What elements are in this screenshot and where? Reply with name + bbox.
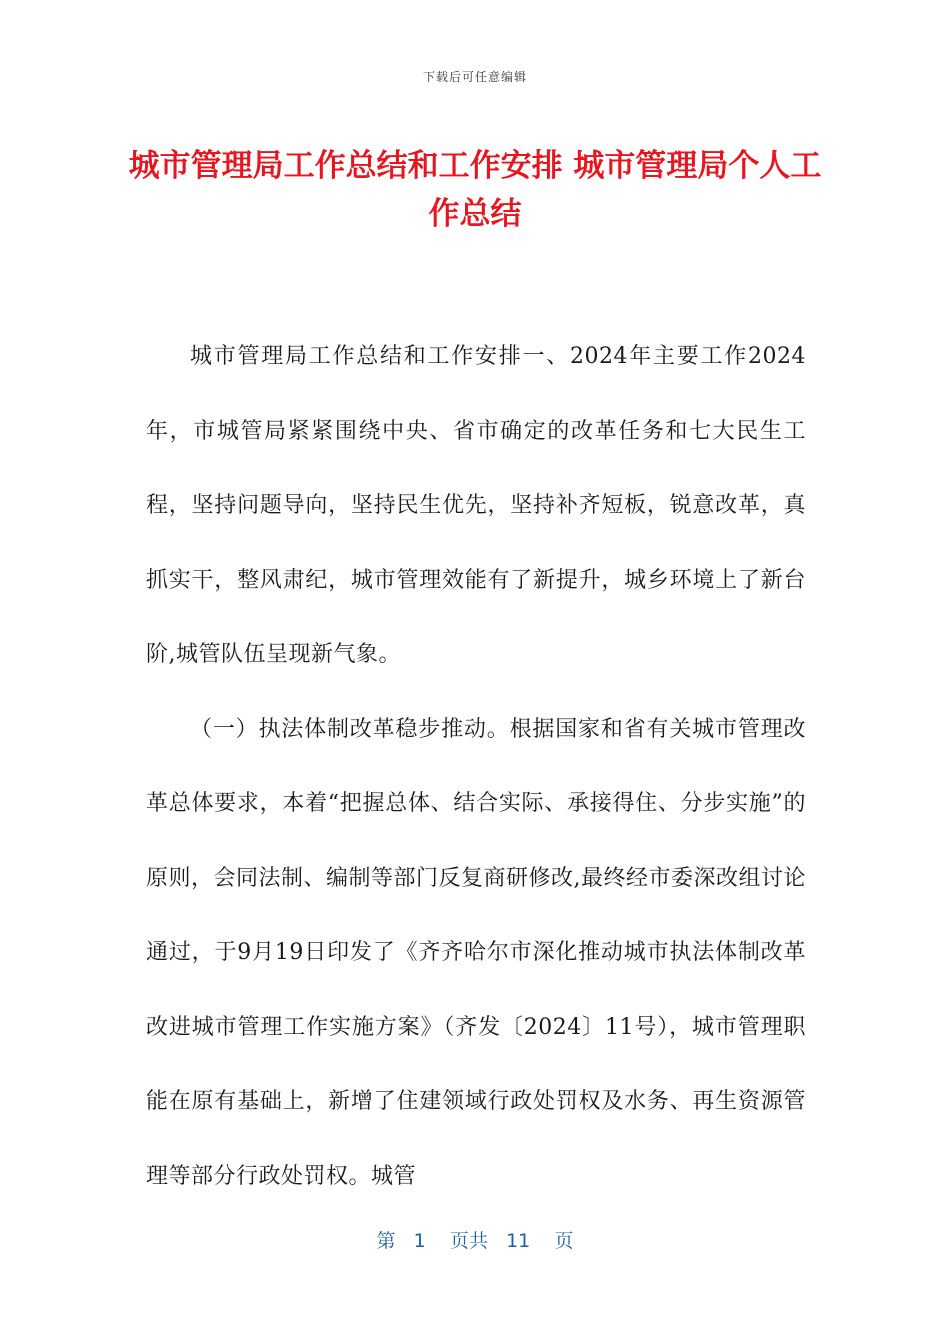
footer-total-pages: 11 [506,1230,531,1252]
footer-suffix: 页 [554,1230,574,1252]
page-footer [0,1226,950,1253]
paragraph-section-1: （一）执法体制改革稳步推动。根据国家和省有关城市管理改革总体要求，本着“把握总体、结合实际、承接得住、分步实施”的原则，会同法制、编制等部门反复商研修改,最终经市委深改组讨论通过，于9月19日印发了《齐齐哈尔市深化推动城市执法体制改革改进城市管理工作实施方案》（齐发〔2024〕11号），城市管理职能在原有基础上，新增了住建领域行政处罚权及水务、再生资源管理等部分行政处罚权。城管 [146,716,806,1189]
document-title: 城市管理局工作总结和工作安排 城市管理局个人工作总结 [128,148,822,232]
footer-prefix: 第 [376,1230,396,1252]
footer-middle: 页共 [449,1230,488,1252]
header-note: 下载后可任意编辑 [422,70,527,84]
paragraph-intro: 城市管理局工作总结和工作安排一、2024年主要工作2024年，市城管局紧紧围绕中央、省市确定的改革任务和七大民生工程，坚持问题导向，坚持民生优先，坚持补齐短板，锐意改革，真抓实干，整风肃纪，城市管理效能有了新提升，城乡环境上了新台阶,城管队伍呈现新气象。 [146,344,806,667]
document-body [146,320,806,1214]
footer-page-number: 1 [413,1230,426,1252]
